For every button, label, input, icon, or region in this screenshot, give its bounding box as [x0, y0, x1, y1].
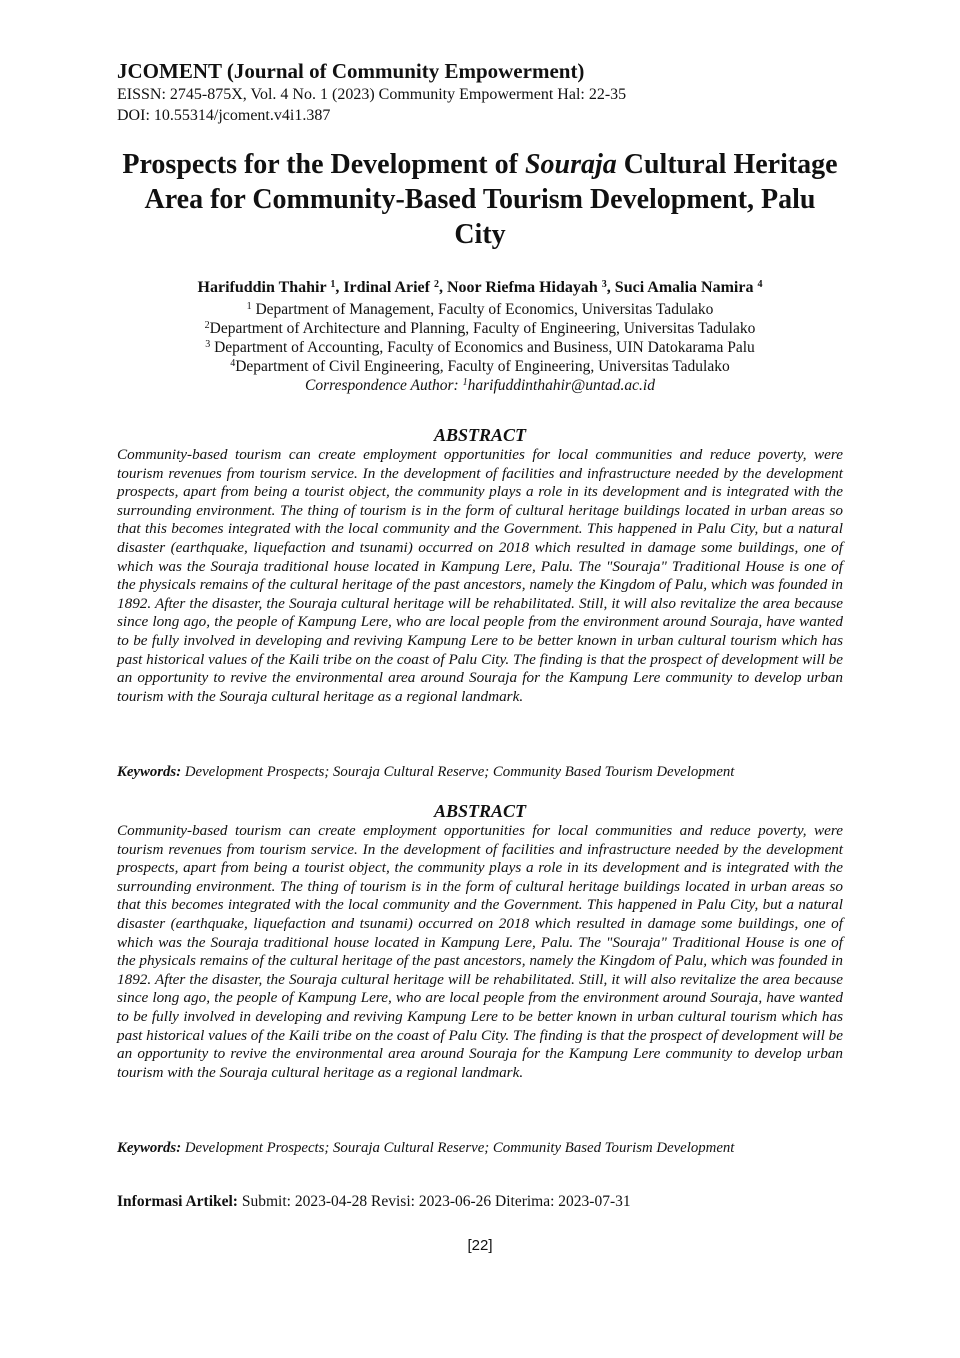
keywords-label: Keywords:	[117, 1140, 182, 1156]
author-affil-marker: 3	[601, 279, 607, 290]
affiliation-marker: 4	[230, 358, 236, 369]
article-info-label: Informasi Artikel:	[117, 1192, 238, 1210]
affiliation-text: Department of Civil Engineering, Faculty of Engineering, Universitas Tadulako	[235, 358, 730, 375]
author-separator: ,	[606, 279, 615, 296]
author-affil-marker: 1	[330, 279, 336, 290]
authors-block	[117, 276, 843, 395]
keywords-text: Development Prospects; Souraja Cultural Reserve; Community Based Tourism Development	[181, 1140, 735, 1156]
affiliation	[117, 319, 843, 338]
abstract-section-2	[117, 800, 843, 1082]
abstract-heading: ABSTRACT	[433, 425, 527, 445]
correspondence-email[interactable]: harifuddinthahir@untad.ac.id	[467, 377, 655, 394]
correspondence-label: Correspondence Author:	[305, 377, 463, 394]
affiliation	[117, 300, 843, 319]
journal-title: JCOMENT (Journal of Community Empowerment)	[117, 59, 585, 83]
doi-line: DOI: 10.55314/jcoment.v4i1.387	[117, 107, 331, 124]
correspondence-marker: 1	[462, 377, 468, 388]
keywords-text: Development Prospects; Souraja Cultural Reserve; Community Based Tourism Development	[181, 764, 735, 780]
paper-title	[117, 147, 843, 252]
keywords-label: Keywords:	[117, 764, 182, 780]
title-part-1: Prospects for the Development of	[122, 149, 525, 180]
title-part-2: Cultural Heritage Area for Community-Based Tourism Development, Palu City	[144, 149, 838, 250]
journal-header	[117, 58, 857, 126]
affiliation-text: Department of Accounting, Faculty of Economics and Business, UIN Datokarama Palu	[210, 339, 755, 356]
affiliation-marker: 3	[205, 339, 211, 350]
author-name: Noor Riefma Hidayah	[446, 279, 602, 296]
abstract-heading: ABSTRACT	[433, 801, 527, 821]
affiliation	[117, 357, 843, 376]
affiliation	[117, 338, 843, 357]
affiliation-text: Department of Management, Faculty of Economics, Universitas Tadulako	[251, 301, 714, 318]
title-italic-word: Souraja	[524, 149, 617, 180]
keywords-line-2	[117, 1139, 843, 1157]
abstract-text: Community-based tourism can create employment opportunities for local communities and reduce poverty, were tourism revenues from tourism service. In the development of facilities and infrastructure needed by the development prospects, apart from being a tourist object, the community plays a role in its development and is integrated with the surrounding environment. The thing of tourism is in the form of cultural heritage buildings located in urban areas so that this becomes integrated with the local community and the Government. This happened in Palu City, but a natural disaster (earthquake, liquefaction and tsunami) occurred on 2018 which resulted in damage some buildings, one of which was the Souraja traditional house located in Kampung Lere, Palu. The "Souraja" Traditional House is one of the physicals remains of the cultural heritage of the past ancestors, namely the Kingdom of Palu, which was founded in 1892. After the disaster, the Souraja cultural heritage will be rehabilitated. Still, it will also revitalize the area because since long ago, the people of Kampung Lere, who are local people from the environment around Souraja, have wanted to be fully involved in developing and reviving Kampung Lere to be better known in urban cultural tourism which has past historical values of the Kaili tribe on the coast of Palu City. The finding is that the prospect of development will be an opportunity to revive the environmental area around Souraja for the Kampung Lere community to develop urban tourism with the Souraja cultural heritage as a regional landmark.	[117, 822, 843, 1081]
author-affil-marker: 2	[433, 279, 439, 290]
author-name: Harifuddin Thahir	[197, 279, 331, 296]
correspondence-line	[117, 376, 843, 395]
issn-line: EISSN: 2745-875X, Vol. 4 No. 1 (2023) Community Empowerment Hal: 22-35	[117, 86, 627, 103]
author-affil-marker: 4	[757, 279, 763, 290]
abstract-text: Community-based tourism can create employment opportunities for local communities and reduce poverty, were tourism revenues from tourism service. In the development of facilities and infrastructure needed by the development prospects, apart from being a tourist object, the community plays a role in its development and is integrated with the surrounding environment. The thing of tourism is in the form of cultural heritage buildings located in urban areas so that this becomes integrated with the local community and the Government. This happened in Palu City, but a natural disaster (earthquake, liquefaction and tsunami) occurred on 2018 which resulted in damage some buildings, one of which was the Souraja traditional house located in Kampung Lere, Palu. The "Souraja" Traditional House is one of the physicals remains of the cultural heritage of the past ancestors, namely the Kingdom of Palu, which was founded in 1892. After the disaster, the Souraja cultural heritage will be rehabilitated. Still, it will also revitalize the area because since long ago, the people of Kampung Lere, who are local people from the environment around Souraja, have wanted to be fully involved in developing and reviving Kampung Lere to be better known in urban cultural tourism which has past historical values of the Kaili tribe on the coast of Palu City. The finding is that the prospect of development will be an opportunity to revive the environmental area around Souraja for the Kampung Lere community to develop urban tourism with the Souraja cultural heritage as a regional landmark.	[117, 446, 843, 705]
affiliation-marker: 1	[246, 301, 252, 312]
page-number: [22]	[467, 1237, 493, 1254]
article-info-dates: Submit: 2023-04-28 Revisi: 2023-06-26 Diterima: 2023-07-31	[237, 1192, 631, 1210]
author-separator: ,	[335, 279, 344, 296]
author-name: Suci Amalia Namira	[614, 279, 758, 296]
abstract-section-1	[117, 424, 843, 706]
affiliation-marker: 2	[204, 320, 210, 331]
author-separator: ,	[438, 279, 447, 296]
keywords-line-1	[117, 763, 843, 781]
article-info	[117, 1192, 843, 1211]
author-name: Irdinal Arief	[343, 279, 434, 296]
author-list	[117, 276, 843, 300]
affiliation-text: Department of Architecture and Planning, Faculty of Engineering, Universitas Tadulako	[209, 320, 756, 337]
